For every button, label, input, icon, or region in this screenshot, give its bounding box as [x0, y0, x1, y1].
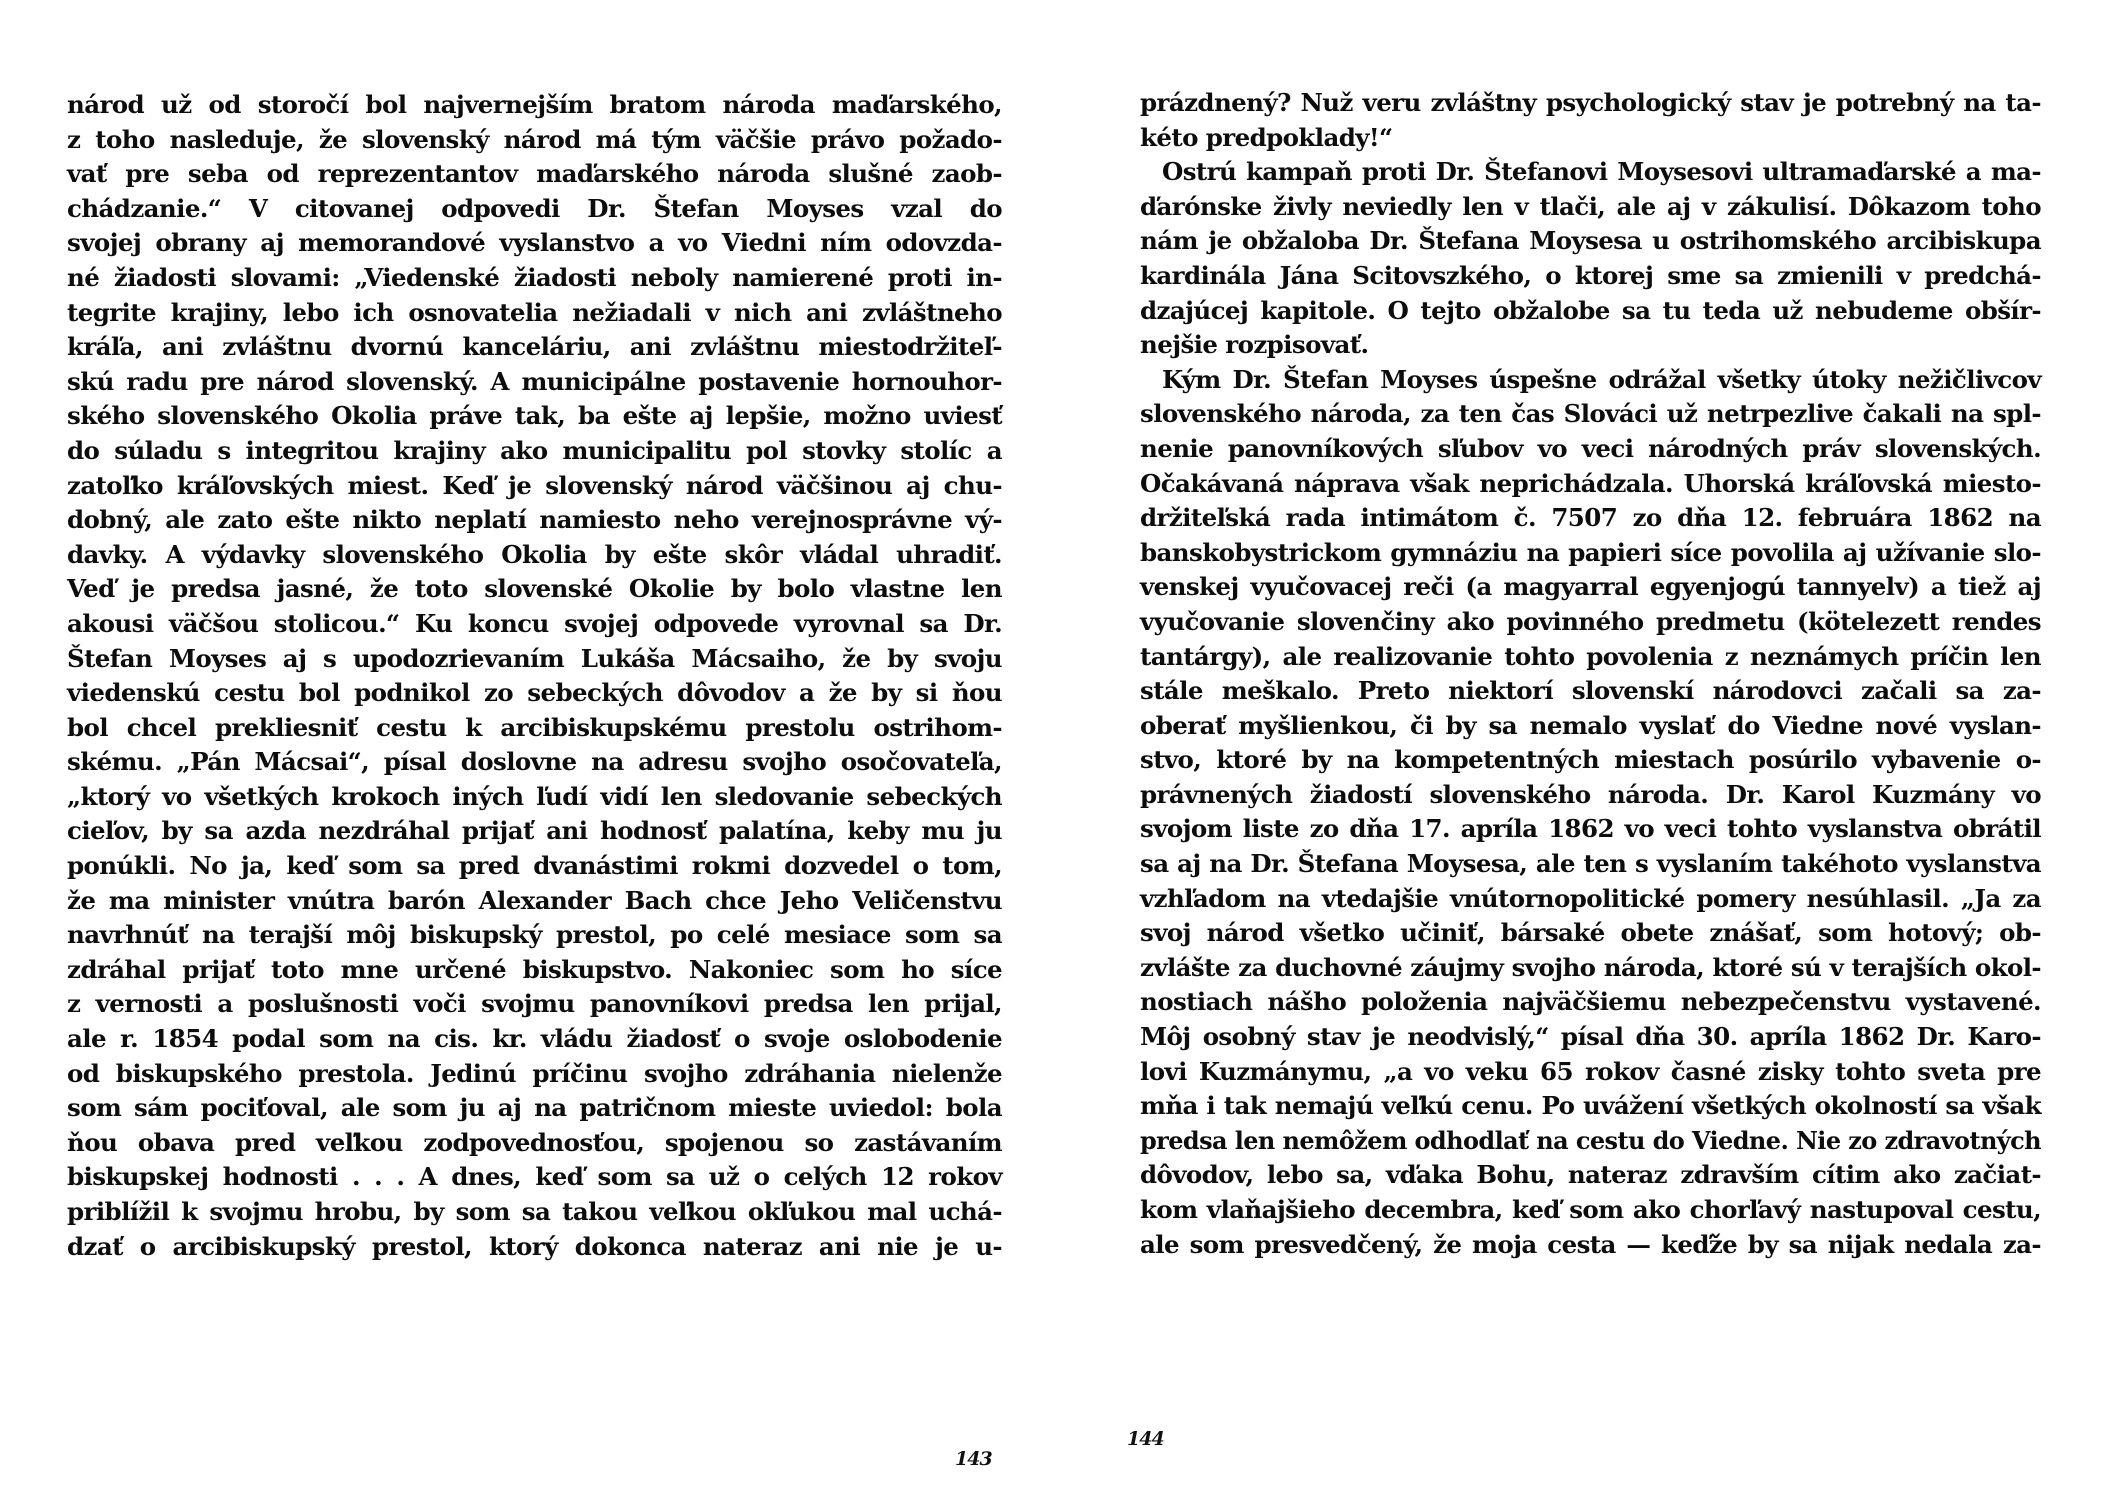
- text-line: zvlášte za duchovné záujmy svojho národa, ktoré sú v terajších okol-: [1140, 952, 2041, 982]
- text-line: skú radu pre národ slovenský. A municipálne postavenie hornouhor-: [67, 366, 1002, 396]
- text-line: vať pre seba od reprezentantov maďarského národa slušné zaob-: [67, 159, 1002, 189]
- text-line: ďarónske živly neviedly len v tlači, ale aj v zákulisí. Dôkazom toho: [1140, 191, 2041, 221]
- text-line: prázdnený? Nuž veru zvláštny psychologický stav je potrebný na ta-: [1140, 88, 2041, 117]
- text-line: stále meškalo. Preto niektorí slovenskí národovci začali sa za-: [1140, 676, 2041, 706]
- text-line: z toho nasleduje, že slovenský národ má tým väčšie právo požado-: [67, 124, 1002, 154]
- right-page-number: 144: [1127, 1428, 1164, 1450]
- text-line: z vernosti a poslušnosti voči svojmu panovníkovi predsa len prijal,: [67, 989, 1002, 1019]
- text-line: svoj národ všetko učiniť, bársaké obete znášať, som hotový; ob-: [1140, 918, 2041, 948]
- text-line: Očakávaná náprava však neprichádzala. Uhorská kráľovská miesto-: [1140, 468, 2041, 498]
- text-line: vyučovanie slovenčiny ako povinného predmetu (kötelezett rendes: [1140, 606, 2041, 636]
- text-line: skému. „Pán Mácsai“, písal doslovne na adresu svojho osočovateľa,: [67, 747, 1002, 777]
- text-line: nám je obžaloba Dr. Štefana Moysesa u ostrihomského arcibiskupa: [1140, 226, 2041, 256]
- text-line: priblížil k svojmu hrobu, by som sa takou veľkou okľukou mal uchá-: [67, 1197, 1002, 1226]
- right-page-body: [1140, 86, 2041, 1262]
- text-line: dobný, ale zato ešte nikto neplatí namiesto neho verejnosprávne vý-: [67, 505, 1002, 535]
- text-line: Kým Dr. Štefan Moyses úspešne odrážal všetky útoky nežičlivcov: [1162, 364, 2041, 394]
- text-line: zdráhal prijať toto mne určené biskupstvo. Nakoniec som ho síce: [67, 954, 1002, 984]
- text-line: sa aj na Dr. Štefana Moysesa, ale ten s vyslaním takéhoto vyslanstva: [1140, 849, 2041, 879]
- left-page-number: 143: [955, 1448, 992, 1470]
- text-line: zatoľko kráľovských miest. Keď je slovenský národ väčšinou aj chu-: [67, 470, 1002, 500]
- text-line: tantárgy), ale realizovanie tohto povolenia z neznámych príčin len: [1140, 641, 2041, 671]
- text-line: davky. A výdavky slovenského Okolia by ešte skôr vládal uhradiť.: [67, 539, 1002, 569]
- text-line: mňa i tak nemajú veľkú cenu. Po uvážení všetkých okolností sa však: [1140, 1091, 2041, 1121]
- text-line: ale som presvedčený, že moja cesta — keďže by sa nijak nedala za-: [1140, 1229, 2041, 1259]
- text-line: nostiach nášho položenia najväčšiemu nebezpečenstvu vystavené.: [1140, 987, 2041, 1017]
- text-line: ale r. 1854 podal som na cis. kr. vládu žiadosť o svoje oslobodenie: [67, 1024, 1002, 1054]
- text-line: akousi väčšou stolicou.“ Ku koncu svojej odpovede vyrovnal sa Dr.: [67, 608, 1002, 638]
- text-line: bol chcel prekliesniť cestu k arcibiskupskému prestolu ostrihom-: [67, 712, 1002, 742]
- text-line: lovi Kuzmánymu, „a vo veku 65 rokov časné zisky tohto sveta pre: [1140, 1056, 2041, 1086]
- text-line: navrhnúť na terajší môj biskupský prestol, po celé mesiace som sa: [67, 920, 1002, 950]
- text-line: tegrite krajiny, lebo ich osnovatelia nežiadali v nich ani zvláštneho: [67, 297, 1002, 327]
- text-line: banskobystrickom gymnáziu na papieri síce povolila aj užívanie slo-: [1140, 537, 2041, 567]
- text-line: cieľov, by sa azda nezdráhal prijať ani hodnosť palatína, keby mu ju: [67, 816, 1002, 846]
- text-line: slovenského národa, za ten čas Slováci už netrpezlive čakali na spl-: [1140, 399, 2041, 429]
- text-line: kardinála Jána Scitovszkého, o ktorej sme sa zmienili v predchá-: [1140, 260, 2041, 290]
- text-line: kéto predpoklady!“: [1140, 122, 1393, 152]
- text-line: ského slovenského Okolia práve tak, ba ešte aj lepšie, možno uviesť: [67, 401, 1002, 431]
- text-line: nenie panovníkových sľubov vo veci národných práv slovenských.: [1140, 433, 2041, 463]
- text-line: chádzanie.“ V citovanej odpovedi Dr. Štefan Moyses vzal do: [67, 193, 1002, 223]
- text-line: som sám pociťoval, ale som ju aj na patričnom mieste uviedol: bola: [67, 1093, 1002, 1123]
- text-line: dzať o arcibiskupský prestol, ktorý dokonca nateraz ani nie je u-: [67, 1231, 1002, 1261]
- text-line: do súladu s integritou krajiny ako municipalitu pol stovky stolíc a: [67, 435, 1002, 465]
- text-line: venskej vyučovacej reči (a magyarral egyenjogú tannyelv) a tiež aj: [1140, 572, 2041, 602]
- text-line: právnených žiadostí slovenského národa. Dr. Karol Kuzmány vo: [1140, 779, 2041, 809]
- text-line: od biskupského prestola. Jedinú príčinu svojho zdráhania nielenže: [67, 1058, 1002, 1088]
- text-line: Ostrú kampaň proti Dr. Štefanovi Moysesovi ultramaďarské a ma-: [1162, 157, 2041, 187]
- text-line: nejšie rozpisovať.: [1140, 330, 1369, 360]
- text-line: Veď je predsa jasné, že toto slovenské Okolie by bolo vlastne len: [67, 574, 1002, 604]
- text-line: predsa len nemôžem odhodlať na cestu do Viedne. Nie zo zdravotných: [1140, 1125, 2042, 1155]
- text-line: kom vlaňajšieho decembra, keď som ako chorľavý nastupoval cestu,: [1140, 1195, 2041, 1224]
- text-line: národ už od storočí bol najvernejším bratom národa maďarského,: [67, 90, 1002, 119]
- text-line: kráľa, ani zvláštnu dvornú kanceláriu, ani zvláštnu miestodržiteľ-: [67, 332, 1002, 362]
- text-line: dzajúcej kapitole. O tejto obžalobe sa tu teda už nebudeme obšír-: [1140, 295, 2041, 325]
- text-line: viedenskú cestu bol podnikol zo sebeckých dôvodov a že by si ňou: [67, 678, 1002, 708]
- text-line: stvo, ktoré by na kompetentných miestach posúrilo vybavenie o-: [1140, 745, 2041, 775]
- text-line: ponúkli. No ja, keď som sa pred dvanástimi rokmi dozvedel o tom,: [67, 851, 1002, 881]
- text-line: né žiadosti slovami: „Viedenské žiadosti neboly namierené proti in-: [67, 262, 1002, 292]
- text-line: Štefan Moyses aj s upodozrievaním Lukáša Mácsaiho, že by svoju: [67, 643, 1002, 673]
- text-line: vzhľadom na vtedajšie vnútornopolitické pomery nesúhlasil. „Ja za: [1140, 883, 2041, 913]
- text-line: oberať myšlienkou, či by sa nemalo vyslať do Viedne nové vyslan-: [1140, 710, 2041, 740]
- text-line: Môj osobný stav je neodvislý,“ písal dňa 30. apríla 1862 Dr. Karo-: [1140, 1022, 2041, 1052]
- left-page-body: [67, 88, 1002, 1264]
- text-line: dôvodov, lebo sa, vďaka Bohu, nateraz zdravším cítim ako začiat-: [1140, 1160, 2041, 1190]
- text-line: že ma minister vnútra barón Alexander Bach chce Jeho Veličenstvu: [67, 885, 1002, 915]
- text-line: ňou obava pred veľkou zodpovednosťou, spojenou so zastávaním: [67, 1127, 1002, 1157]
- text-line: svojom liste zo dňa 17. apríla 1862 vo veci tohto vyslanstva obrátil: [1140, 814, 2041, 844]
- text-line: svojej obrany aj memorandové vyslanstvo a vo Viedni ním odovzda-: [67, 228, 1002, 258]
- text-line: biskupskej hodnosti . . . A dnes, keď som sa už o celých 12 rokov: [67, 1162, 1002, 1192]
- text-line: „ktorý vo všetkých krokoch iných ľudí vidí len sledovanie sebeckých: [67, 781, 1002, 811]
- right-page: [1053, 0, 2106, 1500]
- text-line: držiteľská rada intimátom č. 7507 zo dňa 12. februára 1862 na: [1140, 503, 2041, 533]
